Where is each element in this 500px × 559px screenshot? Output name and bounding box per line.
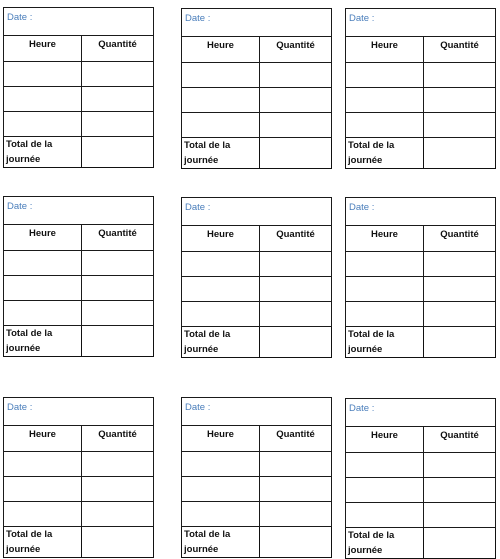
heure-header: Heure [346, 226, 424, 252]
quantite-cell[interactable] [424, 478, 496, 503]
total-label-line1: Total de la [184, 329, 231, 340]
total-label-line2: journée [6, 154, 41, 165]
daily-log-card-5 [181, 197, 331, 355]
date-field[interactable]: Date : [346, 198, 496, 226]
heure-header: Heure [182, 426, 260, 452]
heure-cell[interactable] [182, 113, 260, 138]
quantite-header: Quantité [82, 36, 154, 62]
quantite-cell[interactable] [424, 453, 496, 478]
quantite-cell[interactable] [82, 112, 154, 137]
heure-cell[interactable] [346, 302, 424, 327]
total-label [4, 137, 82, 168]
heure-header: Heure [182, 226, 260, 252]
quantite-cell[interactable] [424, 503, 496, 528]
quantite-cell[interactable] [424, 113, 496, 138]
heure-cell[interactable] [182, 63, 260, 88]
quantite-cell[interactable] [260, 302, 332, 327]
quantite-cell[interactable] [260, 477, 332, 502]
total-label [346, 327, 424, 358]
heure-cell[interactable] [4, 62, 82, 87]
total-label-line2: journée [184, 344, 219, 355]
total-label [182, 527, 260, 558]
total-value-cell[interactable] [82, 326, 154, 357]
heure-cell[interactable] [4, 477, 82, 502]
heure-cell[interactable] [4, 452, 82, 477]
heure-cell[interactable] [4, 276, 82, 301]
total-label [346, 138, 424, 169]
heure-header: Heure [346, 37, 424, 63]
heure-cell[interactable] [182, 277, 260, 302]
date-field[interactable]: Date : [346, 399, 496, 427]
total-label [182, 138, 260, 169]
daily-log-card-8 [181, 397, 331, 555]
total-label-line1: Total de la [348, 329, 395, 340]
total-label-line1: Total de la [6, 328, 53, 339]
quantite-header: Quantité [424, 226, 496, 252]
date-field[interactable]: Date : [182, 198, 332, 226]
total-value-cell[interactable] [82, 527, 154, 558]
total-label-line2: journée [184, 544, 219, 555]
heure-cell[interactable] [346, 113, 424, 138]
total-label-line2: journée [6, 343, 41, 354]
date-field[interactable]: Date : [182, 398, 332, 426]
total-label [346, 528, 424, 559]
heure-cell[interactable] [182, 477, 260, 502]
heure-cell[interactable] [346, 277, 424, 302]
quantite-cell[interactable] [424, 63, 496, 88]
heure-header: Heure [4, 36, 82, 62]
quantite-cell[interactable] [424, 277, 496, 302]
total-value-cell[interactable] [82, 137, 154, 168]
heure-cell[interactable] [182, 252, 260, 277]
heure-cell[interactable] [346, 63, 424, 88]
quantite-cell[interactable] [82, 62, 154, 87]
date-field[interactable]: Date : [4, 8, 154, 36]
heure-cell[interactable] [346, 453, 424, 478]
quantite-cell[interactable] [82, 276, 154, 301]
daily-log-card-7 [3, 397, 153, 555]
quantite-header: Quantité [260, 37, 332, 63]
daily-log-card-4 [3, 196, 153, 354]
total-value-cell[interactable] [424, 528, 496, 559]
heure-header: Heure [4, 426, 82, 452]
quantite-header: Quantité [260, 226, 332, 252]
quantite-cell[interactable] [260, 113, 332, 138]
total-label [182, 327, 260, 358]
total-value-cell[interactable] [424, 327, 496, 358]
quantite-header: Quantité [424, 427, 496, 453]
total-label-line1: Total de la [348, 140, 395, 151]
quantite-cell[interactable] [260, 502, 332, 527]
quantite-header: Quantité [424, 37, 496, 63]
date-field[interactable]: Date : [4, 398, 154, 426]
total-label-line1: Total de la [348, 530, 395, 541]
date-field[interactable]: Date : [346, 9, 496, 37]
heure-header: Heure [4, 225, 82, 251]
heure-cell[interactable] [4, 301, 82, 326]
total-label-line1: Total de la [184, 140, 231, 151]
quantite-cell[interactable] [82, 477, 154, 502]
quantite-cell[interactable] [260, 88, 332, 113]
total-label-line2: journée [348, 344, 383, 355]
heure-cell[interactable] [4, 251, 82, 276]
total-label-line2: journée [348, 545, 383, 556]
total-value-cell[interactable] [260, 138, 332, 169]
quantite-cell[interactable] [260, 252, 332, 277]
quantite-cell[interactable] [82, 251, 154, 276]
quantite-cell[interactable] [82, 87, 154, 112]
date-field[interactable]: Date : [4, 197, 154, 225]
quantite-cell[interactable] [424, 88, 496, 113]
heure-header: Heure [182, 37, 260, 63]
total-label-line2: journée [184, 155, 219, 166]
total-value-cell[interactable] [424, 138, 496, 169]
total-label-line2: journée [348, 155, 383, 166]
total-label [4, 326, 82, 357]
total-label-line1: Total de la [6, 529, 53, 540]
total-label-line1: Total de la [184, 529, 231, 540]
heure-cell[interactable] [346, 252, 424, 277]
heure-header: Heure [346, 427, 424, 453]
quantite-cell[interactable] [424, 252, 496, 277]
quantite-cell[interactable] [424, 302, 496, 327]
total-label-line1: Total de la [6, 139, 53, 150]
quantite-header: Quantité [260, 426, 332, 452]
quantite-cell[interactable] [82, 301, 154, 326]
heure-cell[interactable] [4, 112, 82, 137]
date-field[interactable]: Date : [182, 9, 332, 37]
quantite-header: Quantité [82, 426, 154, 452]
quantite-cell[interactable] [82, 452, 154, 477]
total-value-cell[interactable] [260, 327, 332, 358]
heure-cell[interactable] [4, 502, 82, 527]
heure-cell[interactable] [4, 87, 82, 112]
daily-log-card-3 [345, 8, 495, 166]
quantite-cell[interactable] [82, 502, 154, 527]
heure-cell[interactable] [182, 302, 260, 327]
heure-cell[interactable] [182, 502, 260, 527]
total-label [4, 527, 82, 558]
quantite-cell[interactable] [260, 452, 332, 477]
quantite-header: Quantité [82, 225, 154, 251]
heure-cell[interactable] [182, 452, 260, 477]
heure-cell[interactable] [346, 478, 424, 503]
quantite-cell[interactable] [260, 63, 332, 88]
quantite-cell[interactable] [260, 277, 332, 302]
daily-log-card-6 [345, 197, 495, 355]
total-value-cell[interactable] [260, 527, 332, 558]
daily-log-card-2 [181, 8, 331, 166]
daily-log-card-1 [3, 7, 153, 165]
daily-log-card-9 [345, 398, 495, 556]
total-label-line2: journée [6, 544, 41, 555]
heure-cell[interactable] [182, 88, 260, 113]
heure-cell[interactable] [346, 503, 424, 528]
heure-cell[interactable] [346, 88, 424, 113]
